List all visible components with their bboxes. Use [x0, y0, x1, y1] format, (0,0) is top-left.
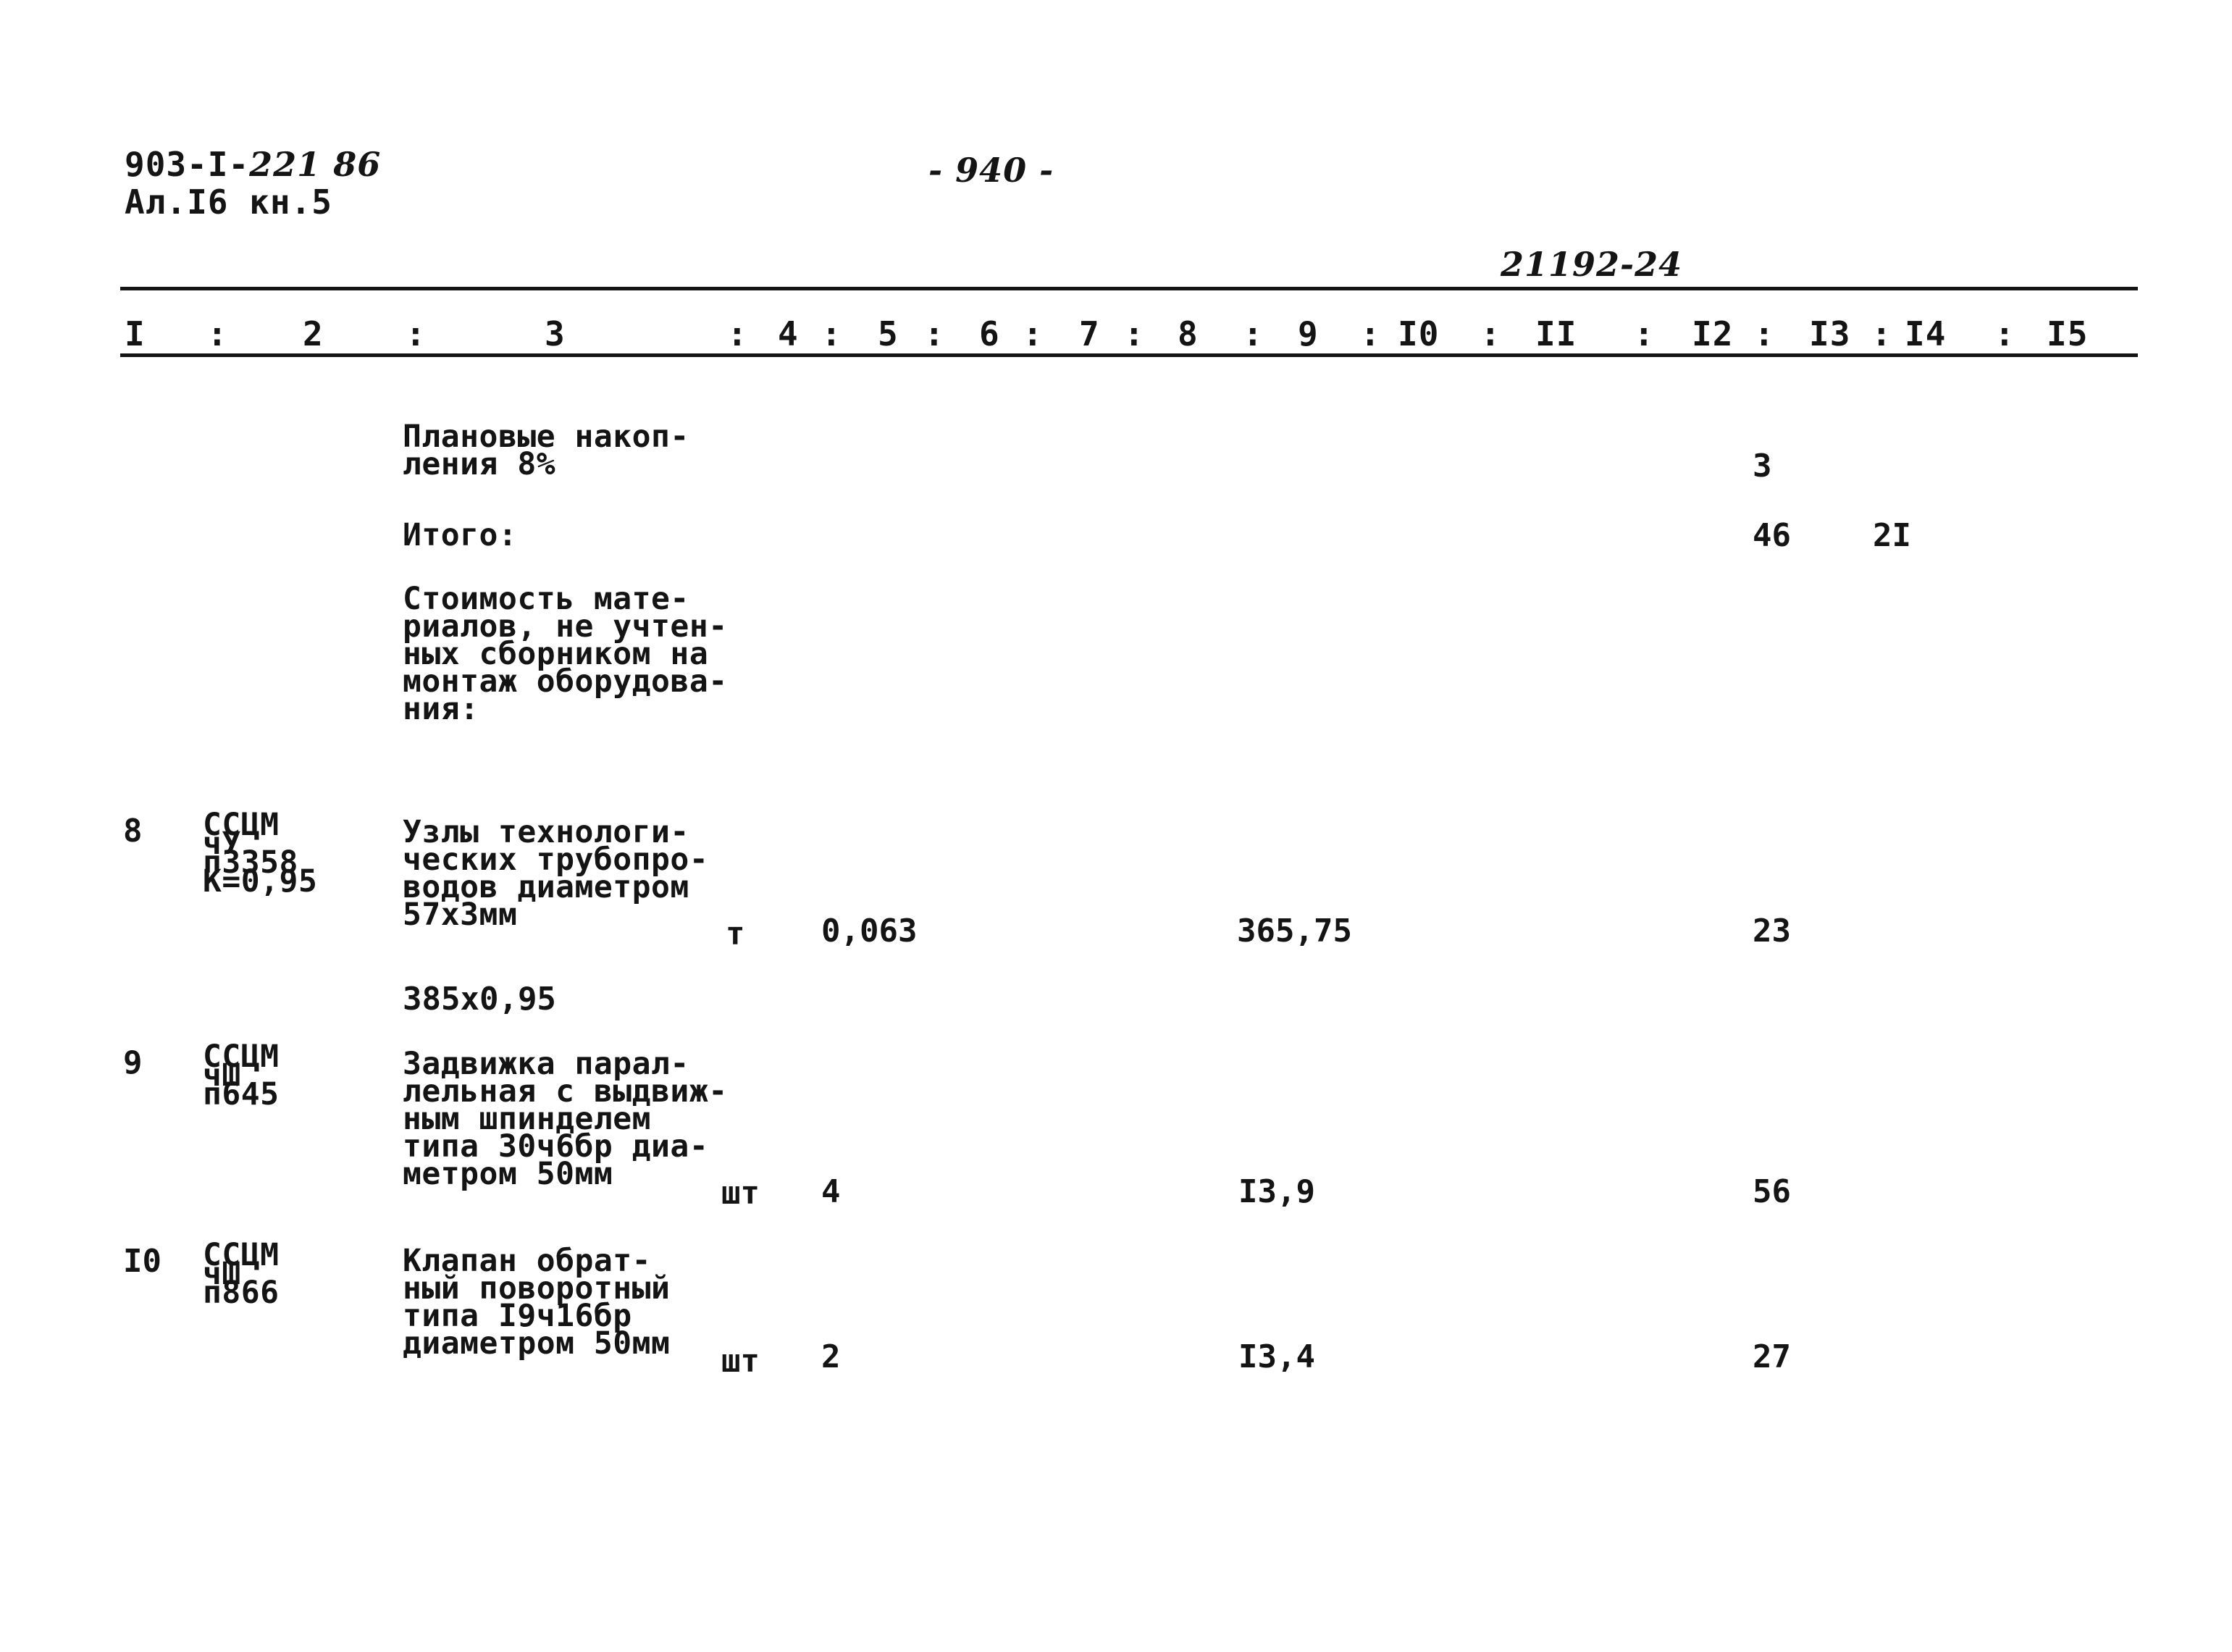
col12-value: 56 [1753, 1173, 1791, 1210]
album-ref: Ал.I6 кн.5 [125, 183, 332, 222]
col12-value: 23 [1753, 913, 1791, 949]
col-sep: : [1480, 314, 1501, 353]
row-description: Задвижка парал- лельная с выдвиж- ным шпинделем типа 30ч6бр диа- метром 50мм [403, 1046, 728, 1192]
row-number: 8 [123, 813, 143, 850]
unit: шт [721, 1175, 760, 1212]
col-5: 5 [878, 314, 899, 353]
page-number: - 940 - [928, 151, 1054, 190]
row-number: 9 [123, 1044, 143, 1081]
doc-code-prefix: 903-I- [125, 145, 250, 184]
col-2: 2 [303, 314, 324, 353]
col-4: 4 [778, 314, 799, 353]
col12-value: 46 [1753, 517, 1791, 554]
unit: т [726, 915, 745, 952]
unit-price: I3,4 [1238, 1338, 1315, 1375]
col-12: I2 [1692, 314, 1734, 353]
row-description: Плановые накоп- ления 8% [403, 419, 689, 482]
price-code: ССЦМ чШ п645 [203, 1039, 280, 1112]
col-15: I5 [2047, 314, 2089, 353]
col-14: I4 [1905, 314, 1947, 353]
col-sep: : [1634, 314, 1655, 353]
col-6: 6 [979, 314, 1000, 353]
col-sep: : [406, 314, 427, 353]
quantity: 0,063 [821, 913, 918, 949]
quantity: 4 [821, 1173, 841, 1210]
col-9: 9 [1298, 314, 1319, 353]
col-sep: : [727, 314, 748, 353]
col-sep: : [1243, 314, 1264, 353]
row-description: Стоимость мате- риалов, не учтен- ных сборником на монтаж оборудова- ния: [403, 581, 728, 727]
col-3: 3 [545, 314, 566, 353]
col-8: 8 [1178, 314, 1199, 353]
col-sep: : [821, 314, 842, 353]
col-10: I0 [1398, 314, 1440, 353]
price-code: ССЦМ чУ п3358 К=0,95 [203, 807, 318, 900]
col-7: 7 [1079, 314, 1100, 353]
col-sep: : [1124, 314, 1145, 353]
row-description: Клапан обрат- ный поворотный типа I9ч16бр диаметром 50мм [403, 1243, 671, 1362]
sheet-reference: 21192-24 [1501, 245, 1683, 284]
row-description: Итого: [403, 517, 518, 553]
calculation-note: 385х0,95 [403, 981, 556, 1018]
unit-price: 365,75 [1237, 913, 1352, 949]
col-sep: : [1023, 314, 1044, 353]
doc-code-handwritten: 221 86 [249, 145, 382, 184]
col-sep: : [924, 314, 945, 353]
col12-value: 27 [1753, 1338, 1791, 1375]
col13-value: 2I [1873, 517, 1911, 554]
col-1: I [125, 314, 146, 353]
row-number: I0 [123, 1243, 161, 1280]
col12-value: 3 [1753, 448, 1772, 485]
unit: шт [721, 1343, 760, 1380]
col-13: I3 [1809, 314, 1851, 353]
price-code: ССЦМ чШ п866 [203, 1237, 280, 1311]
doc-code [125, 145, 382, 184]
col-sep: : [207, 314, 228, 353]
col-sep: : [1871, 314, 1892, 353]
table-top-rule [120, 287, 2138, 290]
col-sep: : [1994, 314, 2015, 353]
table-header-rule [120, 353, 2138, 357]
col-sep: : [1754, 314, 1775, 353]
unit-price: I3,9 [1238, 1173, 1315, 1210]
col-sep: : [1360, 314, 1381, 353]
quantity: 2 [821, 1338, 841, 1375]
row-description: Узлы технологи- ческих трубопро- водов диаметром 57х3мм [403, 814, 709, 933]
col-11: II [1535, 314, 1577, 353]
